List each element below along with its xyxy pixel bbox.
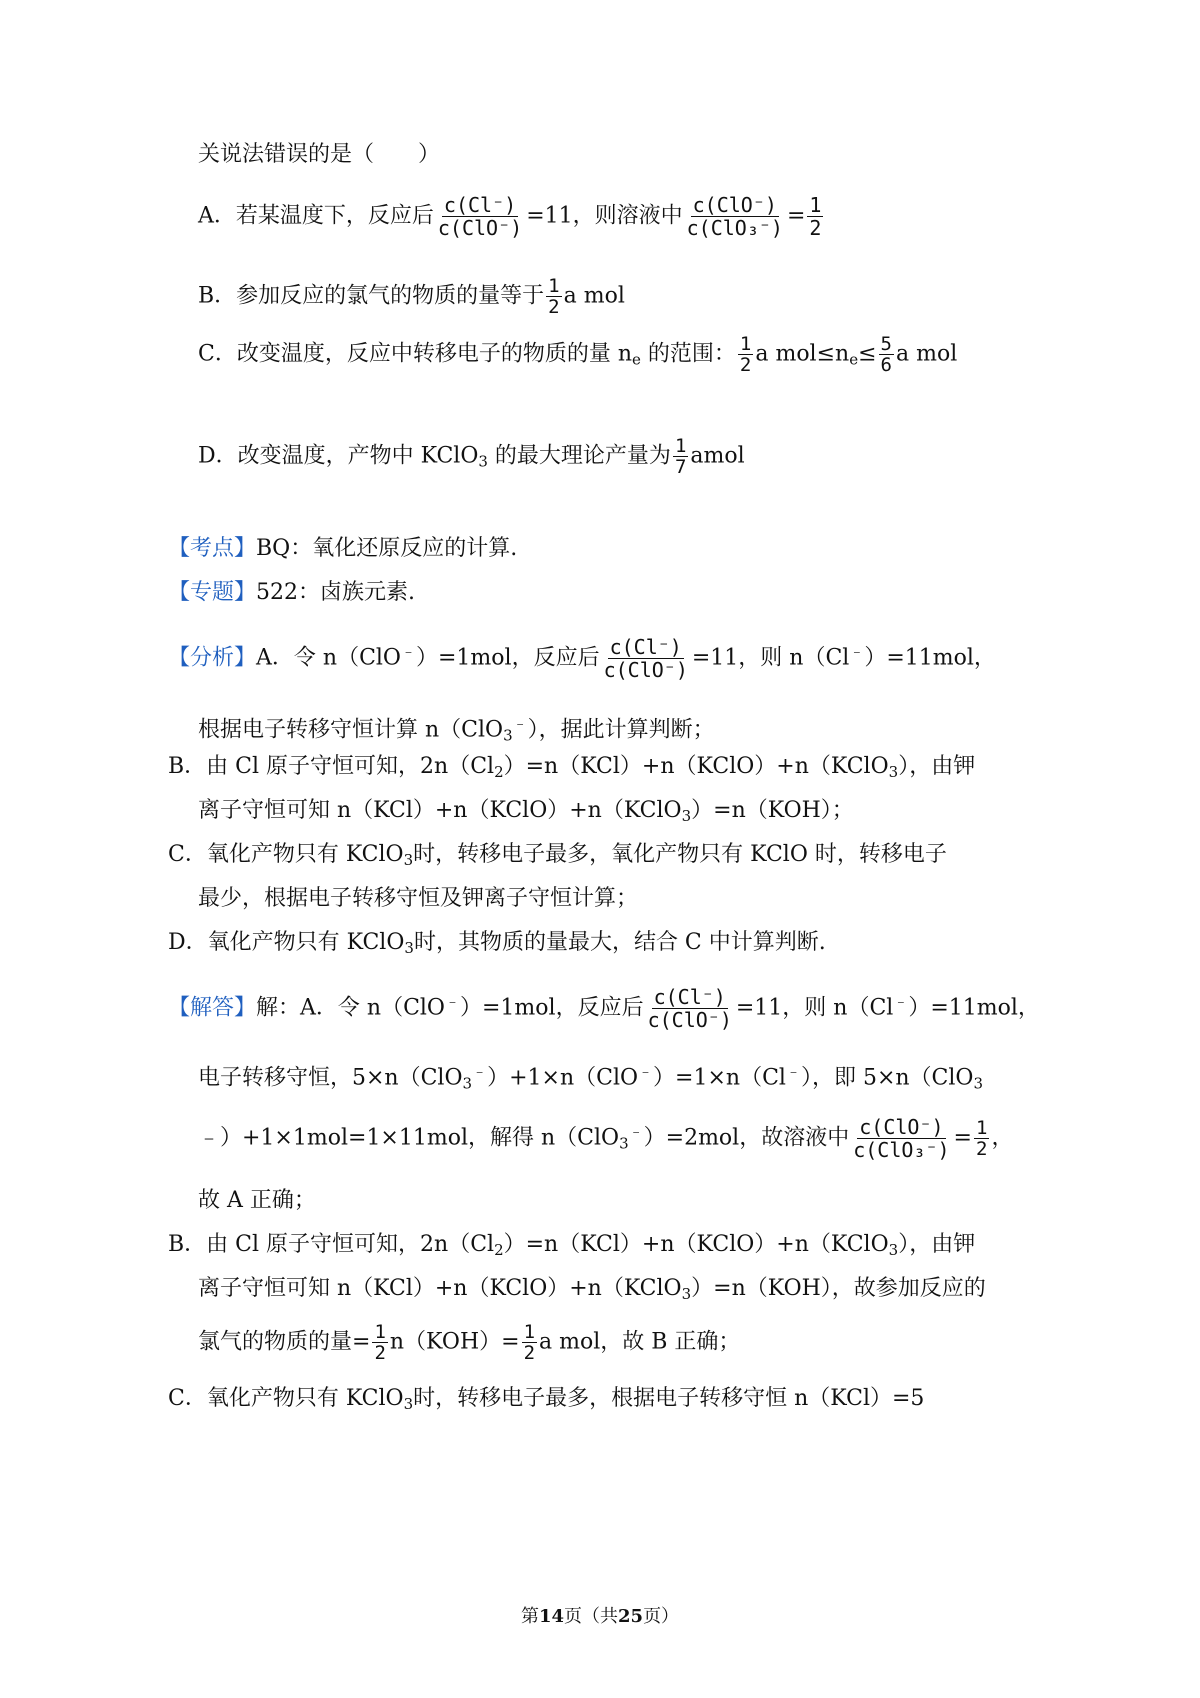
page-footer [0, 1602, 1200, 1628]
fenxi-tag: 【分析】 [168, 645, 257, 671]
subscript: 3 [462, 1074, 473, 1093]
text: B．由 Cl 原子守恒可知，2n（Cl [168, 754, 495, 779]
fraction [522, 1322, 537, 1363]
fenxi-d-line1 [168, 928, 826, 963]
subscript: 3 [478, 452, 488, 471]
subscript: 3 [681, 807, 692, 825]
fraction [436, 194, 524, 239]
subscript: 3 [619, 1134, 629, 1153]
subscript: 3 [973, 1074, 984, 1093]
text: ），由钾 [898, 1232, 976, 1257]
text: ）=n（KOH）； [691, 798, 854, 823]
jieda-a-line2 [198, 1056, 983, 1098]
frac-numerator: 5 [880, 333, 892, 355]
fenxi-a-line2 [198, 708, 715, 750]
option-c-label: C．改变温度，反应中转移电子的物质的量 n [198, 341, 632, 367]
fraction [685, 194, 785, 239]
page-total: 25 [618, 1606, 644, 1627]
superscript: ﹣ [638, 1062, 654, 1080]
superscript: ﹣ [444, 992, 460, 1011]
text: ）=11mol， [908, 995, 1040, 1021]
text: 离子守恒可知 n（KCl）+n（KClO）+n（KClO [198, 798, 682, 823]
option-d-tail: amol [690, 443, 745, 469]
frac-denominator: c(ClO⁻) [437, 216, 523, 240]
text: 氯气的物质的量= [198, 1329, 371, 1355]
option-a-label: A．若某温度下，反应后 [198, 203, 434, 229]
frac-numerator: c(Cl⁻) [653, 985, 726, 1009]
footer-text: 页） [643, 1606, 680, 1627]
fraction [546, 276, 561, 317]
frac-denominator: 2 [975, 1138, 988, 1160]
jieda-a-line4: 故 A 正确； [198, 1188, 316, 1213]
option-a-eq11: =11，则溶液中 [526, 203, 683, 229]
text: =11，则 n（Cl [735, 995, 894, 1021]
text: n（KOH）= [389, 1329, 520, 1355]
option-b [198, 276, 625, 317]
option-c-text: a mol [895, 341, 958, 367]
text: C．氧化产物只有 KClO [168, 1386, 404, 1411]
option-d-label: D．改变温度，产物中 KClO [198, 443, 479, 469]
option-c [198, 334, 957, 375]
zhuanti-line [168, 578, 415, 608]
frac-denominator: 2 [523, 1342, 536, 1364]
frac-denominator: c(ClO⁻) [603, 658, 688, 682]
text: ﹣）+1×1mol=1×11mol，解得 n（ClO [198, 1125, 620, 1151]
subscript: 3 [404, 939, 414, 957]
kaodian-tag: 【考点】 [168, 536, 257, 561]
text: a mol，故 B 正确； [539, 1329, 741, 1355]
text: 离子守恒可知 n（KCl）+n（KClO）+n（KClO [198, 1276, 682, 1301]
fraction [372, 1322, 387, 1363]
text: 根据电子转移守恒计算 n（ClO [198, 717, 504, 743]
jieda-tag: 【解答】 [168, 995, 257, 1021]
text: ）=1mol，反应后 [460, 995, 644, 1021]
superscript: ﹣ [893, 992, 909, 1011]
text: ）=11mol， [864, 645, 996, 671]
text: ）=1mol，反应后 [416, 645, 600, 671]
subscript: e [632, 350, 641, 369]
frac-denominator: c(ClO₃⁻) [853, 1138, 950, 1162]
frac-numerator: 1 [548, 275, 560, 297]
frac-numerator: 1 [523, 1321, 536, 1343]
frac-numerator: 1 [374, 1321, 386, 1343]
jieda-a-line3 [198, 1116, 1013, 1161]
text: 电子转移守恒，5×n（ClO [198, 1065, 463, 1091]
jieda-a-line1 [168, 986, 1040, 1031]
subscript: 3 [888, 1241, 899, 1259]
frac-numerator: c(Cl⁻) [443, 193, 517, 217]
superscript: ﹣ [512, 714, 528, 732]
jieda-c-line1 [168, 1384, 924, 1419]
subscript: 2 [494, 763, 504, 781]
frac-denominator: c(ClO⁻) [647, 1008, 732, 1032]
zhuanti-text: 522：卤族元素. [256, 580, 416, 605]
option-c-text: ≤ [858, 341, 877, 367]
frac-denominator: c(ClO₃⁻) [686, 216, 783, 240]
text: ， [991, 1125, 1014, 1151]
frac-numerator: 1 [809, 193, 822, 217]
subscript: 3 [403, 851, 414, 869]
text: ）=2mol，故溶液中 [643, 1125, 850, 1151]
text: ）=1×n（Cl [653, 1065, 786, 1091]
frac-numerator: c(Cl⁻) [609, 635, 682, 659]
option-d-mid: 的最大理论产量为 [487, 443, 671, 469]
text: D．氧化产物只有 KClO [168, 930, 405, 955]
question-stem: 关说法错误的是（ ） [198, 142, 441, 167]
fraction [602, 636, 690, 681]
jieda-b-line1 [168, 1230, 975, 1265]
text: C．氧化产物只有 KClO [168, 842, 404, 867]
text: ），由钾 [898, 754, 976, 779]
page-number: 14 [538, 1606, 564, 1627]
text: 时，转移电子最多，氧化产物只有 KClO 时，转移电子 [413, 842, 947, 867]
option-c-text: a mol≤n [755, 341, 850, 367]
text: A．令 n（ClO [256, 645, 401, 671]
subscript: 3 [888, 763, 899, 781]
option-a [198, 194, 825, 239]
option-b-label: B．参加反应的氯气的物质的量等于 [198, 283, 545, 309]
fenxi-b-line1 [168, 752, 975, 787]
jieda-b-line2 [198, 1274, 986, 1309]
frac-denominator: 2 [548, 296, 560, 318]
fraction [673, 436, 688, 477]
subscript: e [849, 350, 859, 369]
frac-numerator: 1 [975, 1117, 988, 1139]
fraction [738, 334, 753, 375]
text: B．由 Cl 原子守恒可知，2n（Cl [168, 1232, 495, 1257]
superscript: ﹣ [849, 642, 865, 661]
subscript: 3 [503, 726, 513, 745]
frac-numerator: c(ClO⁻) [692, 193, 777, 217]
text: ）=n（KCl）+n（KClO）+n（KClO [503, 1232, 889, 1257]
text: ），即 5×n（ClO [800, 1065, 974, 1091]
fenxi-c-line2: 最少，根据电子转移守恒及钾离子守恒计算； [198, 886, 639, 911]
fraction [807, 194, 823, 239]
fraction [879, 334, 894, 375]
zhuanti-tag: 【专题】 [168, 580, 257, 605]
text: 解：A．令 n（ClO [256, 995, 445, 1021]
text: 时，转移电子最多，根据电子转移守恒 n（KCl）=5 [413, 1386, 925, 1411]
text: ）=n（KCl）+n（KClO）+n（KClO [503, 754, 889, 779]
kaodian-line [168, 534, 517, 564]
footer-text: 第 [520, 1606, 539, 1627]
fenxi-c-line1 [168, 840, 947, 875]
frac-numerator: c(ClO⁻) [859, 1115, 944, 1139]
equals: = [786, 203, 806, 229]
frac-numerator: 1 [674, 435, 687, 457]
fraction [974, 1118, 989, 1159]
fenxi-a-line1 [168, 636, 996, 681]
jieda-b-line3 [198, 1322, 740, 1363]
frac-denominator: 7 [674, 456, 687, 478]
superscript: ﹣ [472, 1062, 488, 1080]
option-c-mid: 的范围： [640, 341, 736, 367]
equals: = [953, 1125, 972, 1151]
option-d [198, 436, 745, 477]
frac-denominator: 2 [739, 354, 752, 376]
footer-text: 页（共 [564, 1606, 618, 1627]
subscript: 2 [494, 1241, 504, 1259]
fenxi-b-line2 [198, 796, 854, 831]
fraction [851, 1116, 951, 1161]
kaodian-text: BQ：氧化还原反应的计算. [256, 536, 518, 561]
frac-denominator: 6 [880, 354, 892, 376]
frac-denominator: 2 [374, 1342, 386, 1364]
fraction [646, 986, 734, 1031]
text: ）+1×n（ClO [487, 1065, 639, 1091]
text: =11，则 n（Cl [691, 645, 850, 671]
superscript: ﹣ [400, 642, 416, 661]
text: ），据此计算判断； [527, 717, 715, 743]
text: 时，其物质的量最大，结合 C 中计算判断. [413, 930, 826, 955]
subscript: 3 [681, 1285, 692, 1303]
superscript: ﹣ [628, 1122, 644, 1141]
frac-denominator: 2 [809, 216, 822, 240]
subscript: 3 [403, 1395, 414, 1413]
option-b-tail: a mol [563, 283, 625, 309]
frac-numerator: 1 [739, 333, 752, 355]
superscript: ﹣ [785, 1062, 801, 1080]
text: ）=n（KOH），故参加反应的 [691, 1276, 986, 1301]
